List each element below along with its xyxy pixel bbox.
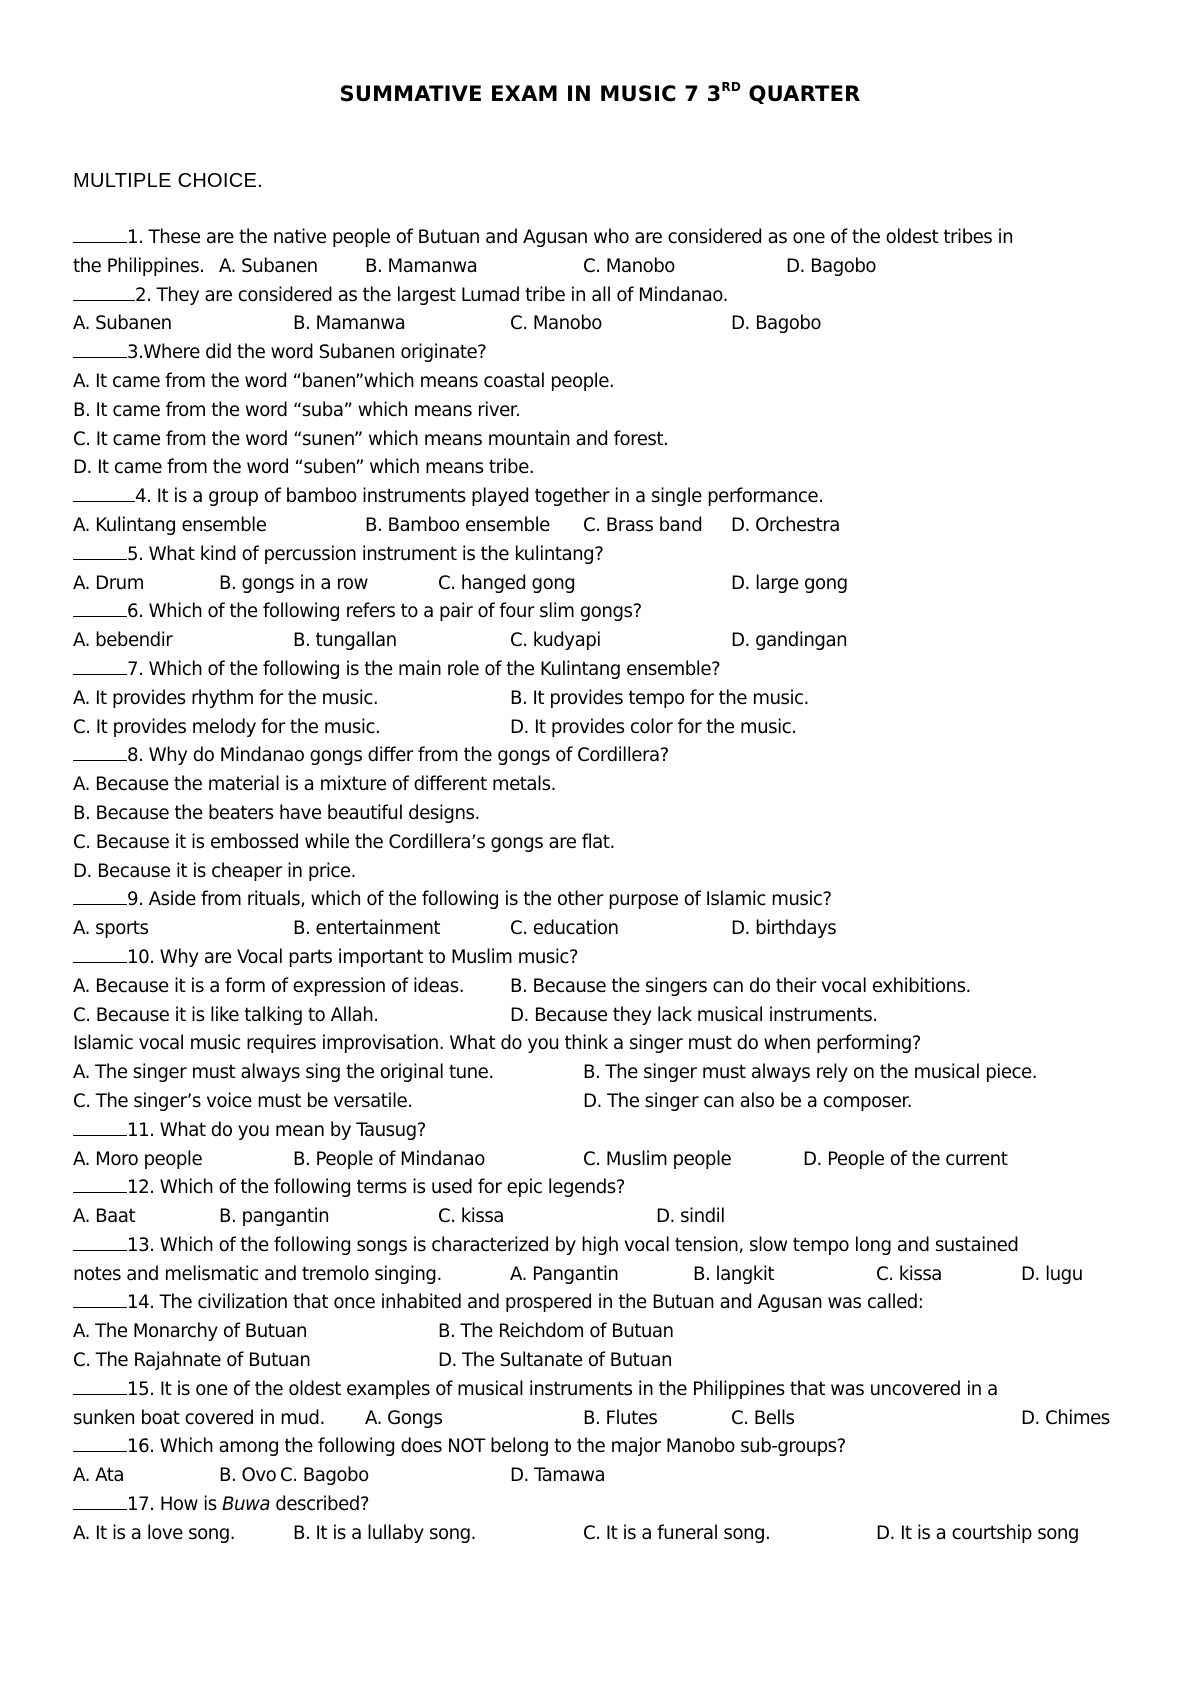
title-quarter: QUARTER (741, 82, 861, 106)
option-c: C. kissa (876, 1263, 942, 1285)
question-8-option-a: A. Because the material is a mixture of different metals. (73, 774, 556, 796)
option-d: D. Because they lack musical instruments. (510, 1004, 878, 1026)
question-14-options-cd (73, 1347, 1153, 1376)
question-17-stem: 17. How is Buwa described? (73, 1491, 1153, 1520)
option-c: C. Muslim people (583, 1148, 732, 1170)
option-d: D. lugu (1021, 1263, 1083, 1285)
question-7-options-ab (73, 685, 1153, 714)
question-7-stem: 7. Which of the following is the main role of the Kulintang ensemble? (73, 656, 1153, 685)
question-4-stem: 4. It is a group of bamboo instruments played together in a single performance. (73, 483, 1153, 512)
answer-blank[interactable] (73, 1491, 127, 1510)
question-10-options-cd (73, 1002, 1153, 1031)
question-10b-options-ab (73, 1059, 1153, 1088)
option-a: A. Drum (73, 572, 144, 594)
option-c: C. Manobo (583, 255, 675, 277)
option-b: B. It is a lullaby song. (293, 1522, 476, 1544)
question-10b-stem: Islamic vocal music requires improvisation. What do you think a singer must do when performing? (73, 1033, 921, 1055)
question-10-stem: 10. Why are Vocal parts important to Muslim music? (73, 944, 1153, 973)
answer-blank[interactable] (73, 1433, 127, 1452)
option-d: D. The singer can also be a composer. (583, 1090, 912, 1112)
option-a: A. Kulintang ensemble (73, 514, 267, 536)
option-a: A. Subanen (219, 255, 318, 277)
option-a: A. Gongs (365, 1407, 443, 1429)
option-b: B. Because the singers can do their vocal exhibitions. (510, 975, 971, 997)
title-superscript: RD (721, 80, 741, 94)
option-d: D. The Sultanate of Butuan (438, 1350, 672, 1372)
option-c: C. hanged gong (438, 572, 576, 594)
option-c: C. Bagobo (280, 1465, 369, 1487)
option-a: A. It provides rhythm for the music. (73, 687, 379, 709)
option-c: C. The Rajahnate of Butuan (73, 1350, 311, 1372)
question-11-options (73, 1146, 1153, 1175)
answer-blank[interactable] (73, 1376, 127, 1395)
question-3-option-d: D. It came from the word “suben” which means tribe. (73, 457, 535, 479)
answer-blank[interactable] (73, 224, 127, 243)
option-d: D. sindil (656, 1206, 725, 1228)
question-1-stem: 1. These are the native people of Butuan and Agusan who are considered as one of the oldest tribes in (73, 224, 1153, 253)
question-17-options (73, 1520, 1153, 1549)
option-a: A. Because it is a form of expression of ideas. (73, 975, 465, 997)
option-b: B. Mamanwa (365, 255, 478, 277)
answer-blank[interactable] (73, 282, 135, 301)
question-15-options: sunken boat covered in mud. A. Gongs B. Flutes C. Bells D. Chimes (73, 1405, 1153, 1434)
question-2-options (73, 310, 1153, 339)
question-6-options (73, 627, 1153, 656)
question-4-options (73, 512, 1153, 541)
question-9-options (73, 915, 1153, 944)
answer-blank[interactable] (73, 1174, 127, 1193)
option-b: B. Ovo (219, 1465, 277, 1487)
answer-blank[interactable] (73, 541, 127, 560)
option-a: A. bebendir (73, 630, 173, 652)
question-3-option-a: A. It came from the word “banen”which means coastal people. (73, 370, 615, 392)
option-b: B. Mamanwa (293, 313, 406, 335)
option-d: D. It provides color for the music. (510, 716, 797, 738)
answer-blank[interactable] (73, 598, 127, 617)
option-c: C. Manobo (510, 313, 602, 335)
question-1-options: the Philippines. A. Subanen B. Mamanwa C. Manobo D. Bagobo (73, 253, 1153, 282)
answer-blank[interactable] (73, 656, 127, 675)
option-a: A. Baat (73, 1206, 136, 1228)
option-b: B. The singer must always rely on the musical piece. (583, 1062, 1038, 1084)
option-c: C. Because it is like talking to Allah. (73, 1004, 379, 1026)
question-11-stem: 11. What do you mean by Tausug? (73, 1117, 1153, 1146)
question-3-option-c: C. It came from the word “sunen” which means mountain and forest. (73, 428, 669, 450)
option-b: B. langkit (693, 1263, 775, 1285)
question-13-options: notes and melismatic and tremolo singing. A. Pangantin B. langkit C. kissa D. lugu (73, 1261, 1153, 1290)
option-c: C. education (510, 918, 619, 940)
option-c: C. The singer’s voice must be versatile. (73, 1090, 413, 1112)
question-14-stem: 14. The civilization that once inhabited and prospered in the Butuan and Agusan was called: (73, 1289, 1153, 1318)
option-b: B. Flutes (583, 1407, 658, 1429)
question-list (73, 224, 1153, 1549)
option-d: D. Chimes (1021, 1407, 1110, 1429)
option-d: D. People of the current (803, 1148, 1008, 1170)
question-3-stem: 3.Where did the word Subanen originate? (73, 339, 1153, 368)
question-5-stem: 5. What kind of percussion instrument is the kulintang? (73, 541, 1153, 570)
answer-blank[interactable] (73, 1117, 127, 1136)
question-12-options (73, 1203, 1153, 1232)
option-b: B. The Reichdom of Butuan (438, 1321, 674, 1343)
option-a: A. sports (73, 918, 149, 940)
question-16-stem: 16. Which among the following does NOT belong to the major Manobo sub-groups? (73, 1433, 1153, 1462)
question-15-stem: 15. It is one of the oldest examples of musical instruments in the Philippines that was uncovered in a (73, 1376, 1153, 1405)
question-6-stem: 6. Which of the following refers to a pair of four slim gongs? (73, 598, 1153, 627)
answer-blank[interactable] (73, 1289, 127, 1308)
question-16-options (73, 1462, 1153, 1491)
option-b: B. gongs in a row (219, 572, 368, 594)
option-b: B. entertainment (293, 918, 440, 940)
option-b: B. It provides tempo for the music. (510, 687, 809, 709)
option-d: D. Bagobo (786, 255, 877, 277)
option-a: A. Subanen (73, 313, 172, 335)
answer-blank[interactable] (73, 886, 127, 905)
option-a: A. The singer must always sing the original tune. (73, 1062, 494, 1084)
answer-blank[interactable] (73, 742, 127, 761)
question-12-stem: 12. Which of the following terms is used for epic legends? (73, 1174, 1153, 1203)
option-a: A. Pangantin (510, 1263, 619, 1285)
answer-blank[interactable] (73, 339, 127, 358)
option-b: B. tungallan (293, 630, 397, 652)
option-d: D. Bagobo (731, 313, 822, 335)
option-b: B. Bamboo ensemble (365, 514, 550, 536)
section-heading: MULTIPLE CHOICE. (73, 170, 264, 192)
question-3-option-b: B. It came from the word “suba” which means river. (73, 399, 521, 421)
question-10-options-ab (73, 973, 1153, 1002)
option-c: C. Brass band (583, 514, 703, 536)
option-c: C. It is a funeral song. (583, 1522, 771, 1544)
exam-title (0, 82, 1200, 106)
option-d: D. gandingan (731, 630, 848, 652)
option-d: D. It is a courtship song (876, 1522, 1079, 1544)
question-8-option-c: C. Because it is embossed while the Cordillera’s gongs are flat. (73, 831, 615, 853)
option-c: C. Bells (731, 1407, 795, 1429)
option-d: D. large gong (731, 572, 848, 594)
question-10b-options-cd (73, 1088, 1153, 1117)
option-a: A. It is a love song. (73, 1522, 236, 1544)
option-d: D. Orchestra (731, 514, 840, 536)
option-c: C. It provides melody for the music. (73, 716, 381, 738)
question-8-option-d: D. Because it is cheaper in price. (73, 860, 356, 882)
option-c: C. kissa (438, 1206, 504, 1228)
question-7-options-cd (73, 714, 1153, 743)
question-8-option-b: B. Because the beaters have beautiful designs. (73, 802, 480, 824)
question-9-stem: 9. Aside from rituals, which of the following is the other purpose of Islamic music? (73, 886, 1153, 915)
option-d: D. birthdays (731, 918, 837, 940)
option-b: B. pangantin (219, 1206, 330, 1228)
answer-blank[interactable] (73, 944, 127, 963)
question-8-stem: 8. Why do Mindanao gongs differ from the gongs of Cordillera? (73, 742, 1153, 771)
option-c: C. kudyapi (510, 630, 601, 652)
answer-blank[interactable] (73, 483, 135, 502)
option-b: B. People of Mindanao (293, 1148, 485, 1170)
answer-blank[interactable] (73, 1232, 127, 1251)
question-2-stem: 2. They are considered as the largest Lumad tribe in all of Mindanao. (73, 282, 1153, 311)
question-13-stem: 13. Which of the following songs is characterized by high vocal tension, slow tempo long and sustained (73, 1232, 1153, 1261)
option-a: A. Moro people (73, 1148, 203, 1170)
option-a: A. Ata (73, 1465, 125, 1487)
option-a: A. The Monarchy of Butuan (73, 1321, 308, 1343)
title-text: SUMMATIVE EXAM IN MUSIC 7 3 (339, 82, 722, 106)
question-5-options (73, 570, 1153, 599)
option-d: D. Tamawa (510, 1465, 606, 1487)
question-14-options-ab (73, 1318, 1153, 1347)
